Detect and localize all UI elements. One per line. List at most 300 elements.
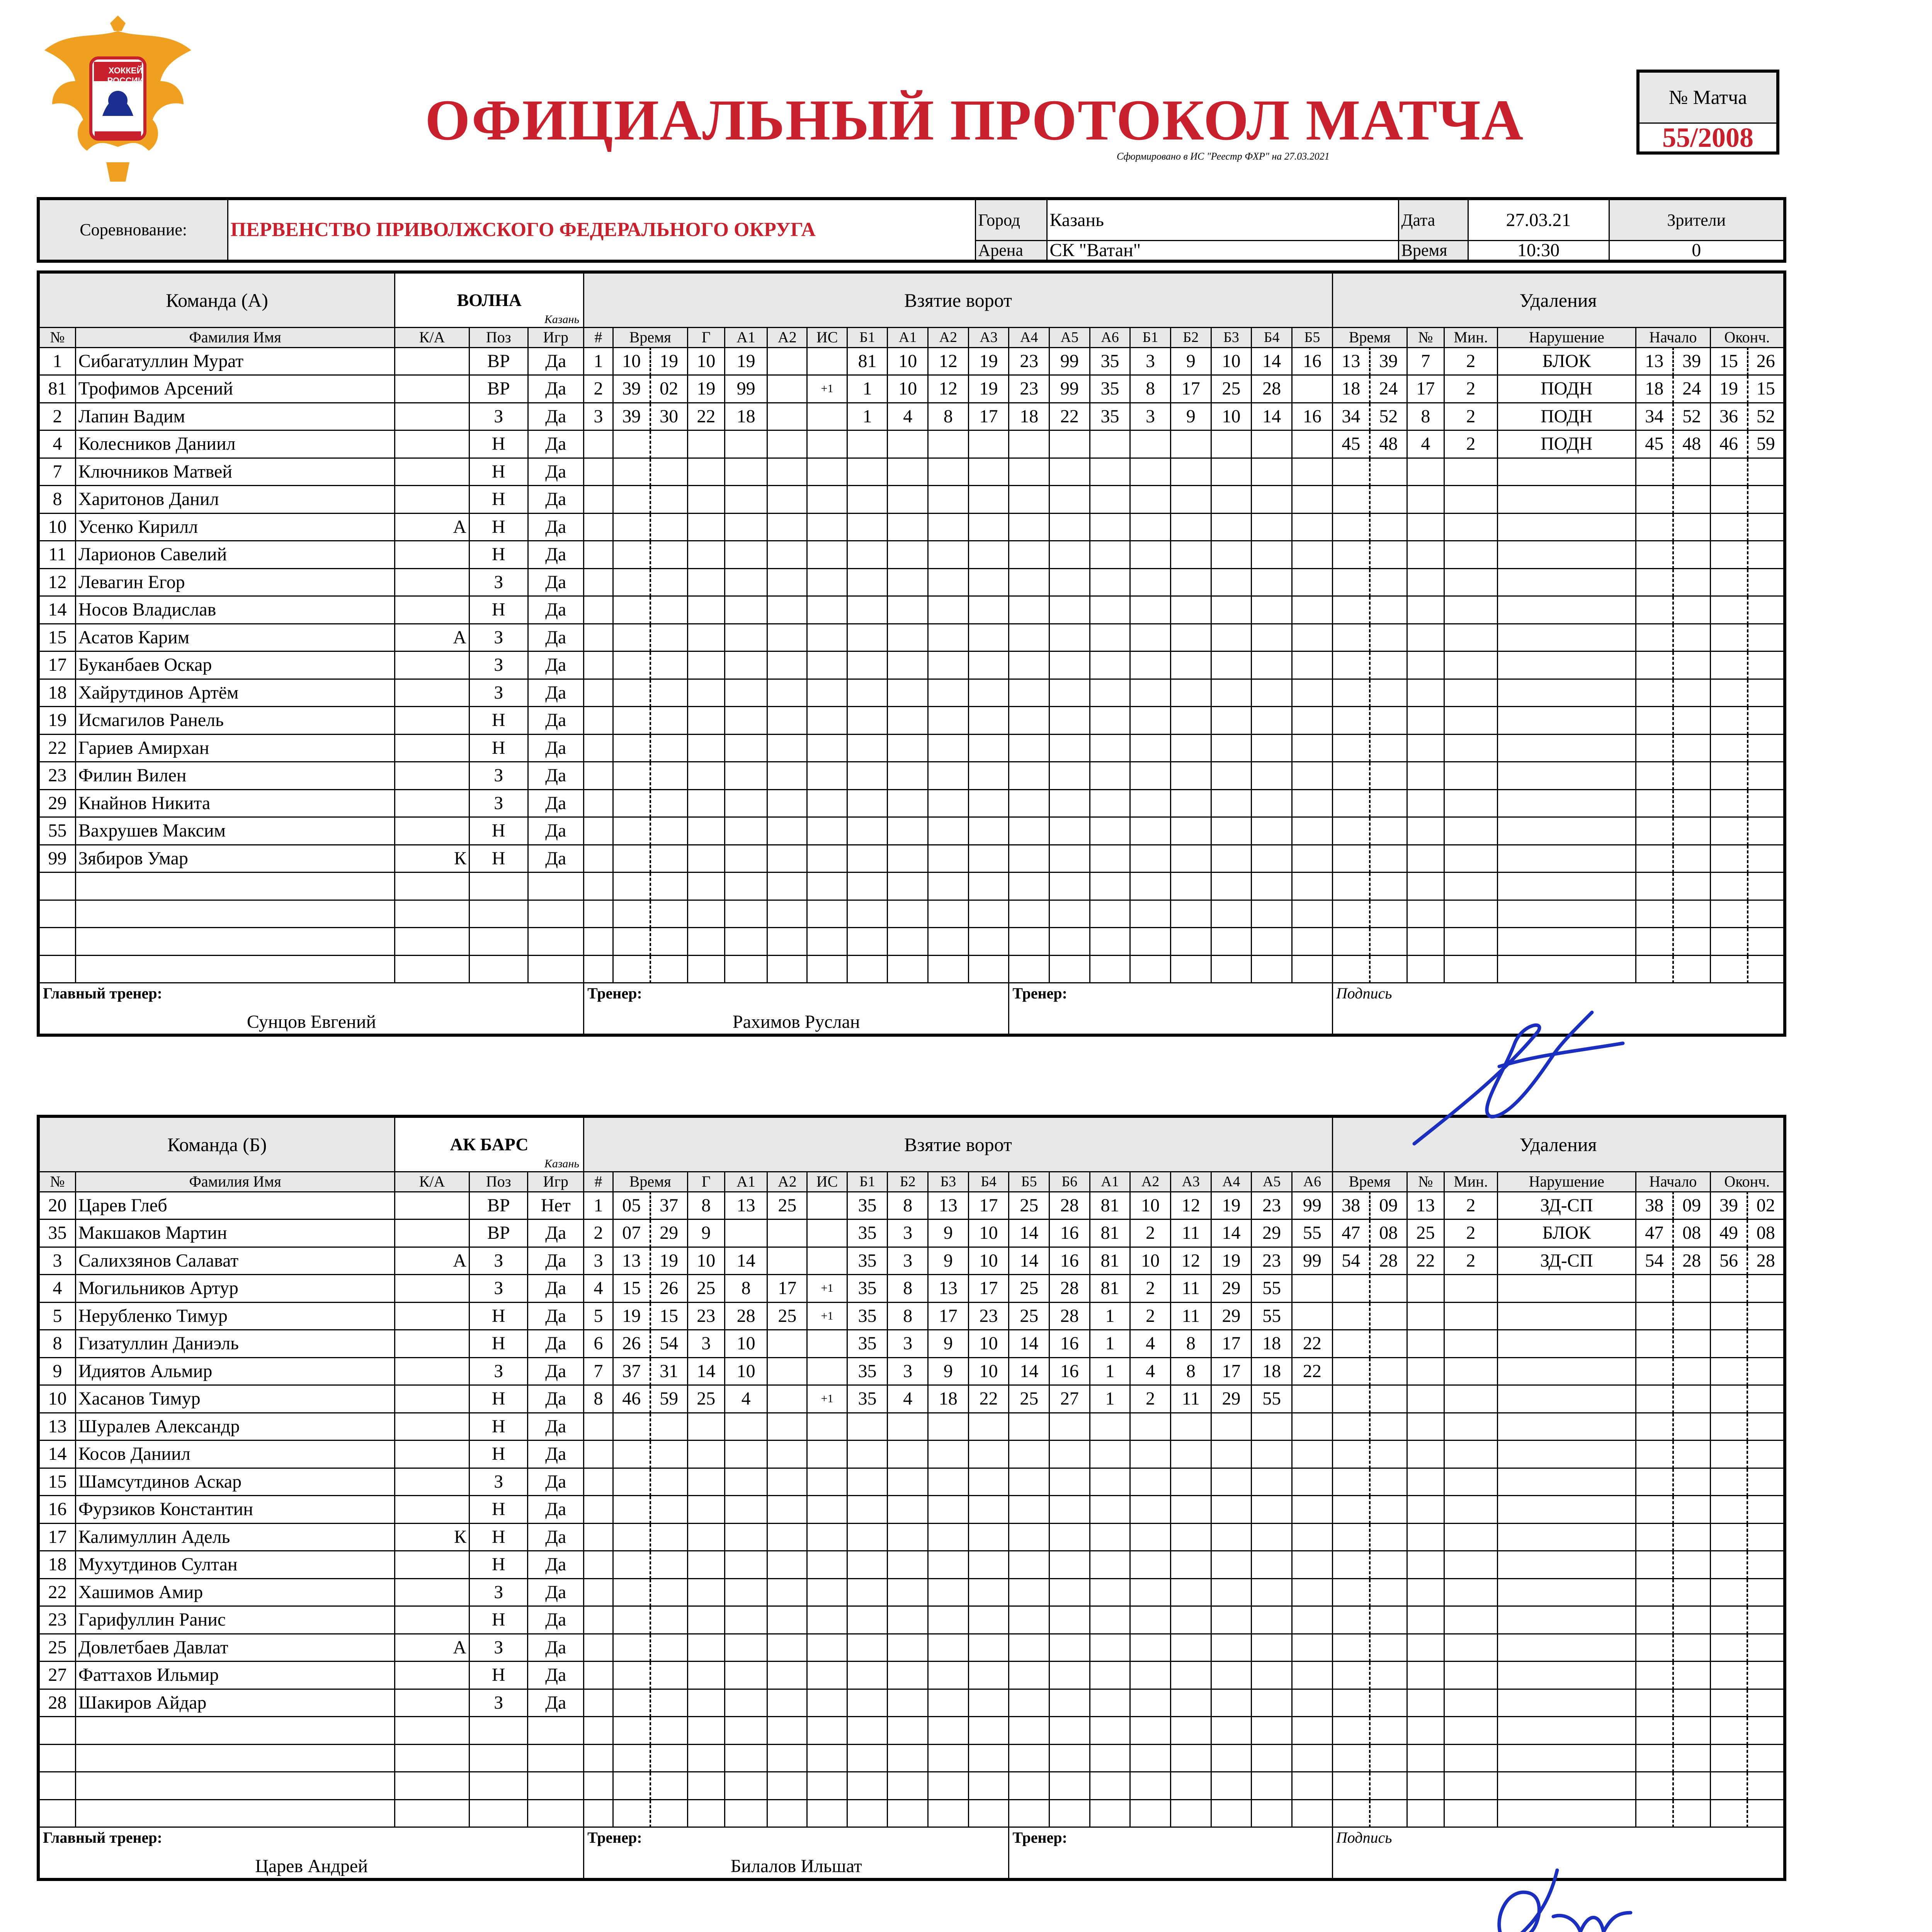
teamB-goal-onice: 13 <box>928 1192 969 1219</box>
teamB-goal-onice: 23 <box>1252 1192 1292 1219</box>
teamB-penalty-es: 08 <box>1747 1219 1784 1247</box>
teamA-goal-onice: 10 <box>1211 403 1252 430</box>
teamB-player-ka <box>395 1413 469 1440</box>
teamB-goal-onice: 4 <box>888 1385 928 1413</box>
teamA-penalty-s: 48 <box>1370 430 1407 458</box>
teamB-player-played: Да <box>528 1330 584 1358</box>
teamB-goal-is <box>807 1219 847 1247</box>
logo-text: ХОККЕЙ РОССИИ <box>107 66 144 85</box>
teamB-penalty-em: 49 <box>1710 1219 1747 1247</box>
teamA-goal-onice: 3 <box>1130 403 1171 430</box>
teamA-player-pos: Н <box>469 458 528 486</box>
teamB-goal-n: 7 <box>584 1357 613 1385</box>
teamB-penalty-m: 54 <box>1332 1247 1369 1275</box>
teamB-col-onice-0: Б1 <box>847 1172 888 1192</box>
teamB-goal-onice: 18 <box>1252 1330 1292 1358</box>
teamB-col-player-1: Фамилия Имя <box>75 1172 395 1192</box>
teamA-protocol-table <box>37 270 1786 1037</box>
teamB-goal-onice: 25 <box>1009 1192 1049 1219</box>
teamA-player-no: 10 <box>38 513 75 541</box>
teamB-row <box>38 1606 1785 1634</box>
teamB-col-onice-2: Б3 <box>928 1172 969 1192</box>
teamB-goal-onice: 3 <box>888 1330 928 1358</box>
teamB-goal-m: 07 <box>613 1219 650 1247</box>
teamA-goal-n: 1 <box>584 347 613 375</box>
teamB-goal-onice: 81 <box>1090 1219 1130 1247</box>
team-a-section <box>37 270 1783 1109</box>
teamA-penalties-title: Удаления <box>1332 272 1785 327</box>
teamB-head-coach: Царев Андрей <box>255 1855 368 1876</box>
teamB-player-ka <box>395 1689 469 1717</box>
teamB-goal-onice: 8 <box>888 1302 928 1330</box>
teamA-player-name: Усенко Кирилл <box>75 513 395 541</box>
teamB-goal-onice: 8 <box>888 1192 928 1219</box>
teamB-col-goal-5: ИС <box>807 1172 847 1192</box>
teamA-penalty-es: 26 <box>1748 347 1785 375</box>
teamB-goal-onice: 14 <box>1009 1330 1049 1358</box>
teamB-player-ka: А <box>395 1634 469 1662</box>
teamA-player-played: Да <box>528 762 584 790</box>
teamB-player-pos: З <box>469 1468 528 1496</box>
teamB-player-no: 16 <box>38 1496 75 1524</box>
teamA-name: ВОЛНА <box>457 290 522 310</box>
teamA-player-ka <box>395 486 469 514</box>
teamB-goal-onice: 1 <box>1090 1330 1130 1358</box>
teamA-player-no: 19 <box>38 707 75 735</box>
teamA-row <box>38 596 1785 624</box>
teamA-player-no: 4 <box>38 430 75 458</box>
teamA-player-no: 15 <box>38 624 75 651</box>
teamB-goal-onice: 81 <box>1090 1275 1130 1303</box>
teamB-goal-onice: 11 <box>1170 1385 1211 1413</box>
teamA-goal-onice: 99 <box>1049 375 1090 403</box>
teamB-goal-onice: 13 <box>928 1275 969 1303</box>
teamB-goal-a2 <box>767 1247 807 1275</box>
teamB-player-played: Да <box>528 1385 584 1413</box>
teamB-player-no: 15 <box>38 1468 75 1496</box>
teamB-player-ka <box>395 1330 469 1358</box>
teamA-col-onice-8: Б2 <box>1171 327 1211 347</box>
teamA-player-no: 29 <box>38 789 75 817</box>
teamB-player-name: Хасанов Тимур <box>75 1385 395 1413</box>
teamB-penalty-es: 28 <box>1747 1247 1784 1275</box>
teamB-penalty-s: 08 <box>1370 1219 1407 1247</box>
teamB-goal-onice: 8 <box>1170 1330 1211 1358</box>
teamB-penalty-em: 56 <box>1710 1247 1747 1275</box>
teamA-player-pos: З <box>469 624 528 651</box>
teamB-goal-s: 59 <box>650 1385 687 1413</box>
teamA-goal-onice: 23 <box>1009 375 1049 403</box>
teamB-goal-s: 26 <box>650 1275 687 1303</box>
teamB-player-played: Да <box>528 1440 584 1468</box>
teamB-player-name: Косов Даниил <box>75 1440 395 1468</box>
teamA-goal-onice: 14 <box>1252 403 1292 430</box>
teamB-goal-is <box>807 1357 847 1385</box>
teamA-player-played: Да <box>528 707 584 735</box>
teamB-label: Команда (Б) <box>38 1116 395 1172</box>
teamB-goal-onice: 14 <box>1009 1357 1049 1385</box>
teamA-penalty-s: 52 <box>1370 403 1407 430</box>
teamB-goal-onice: 29 <box>1211 1385 1252 1413</box>
teamB-goal-onice: 2 <box>1130 1302 1171 1330</box>
teamB-player-name: Нерубленко Тимур <box>75 1302 395 1330</box>
teamA-player-pos: Н <box>469 596 528 624</box>
teamA-goal-onice: 25 <box>1211 375 1252 403</box>
teamA-row <box>38 486 1785 514</box>
teamB-goal-onice: 55 <box>1252 1302 1292 1330</box>
teamB-player-no: 22 <box>38 1578 75 1606</box>
teamB-goal-onice: 9 <box>928 1330 969 1358</box>
teamA-player-ka <box>395 707 469 735</box>
teamB-row <box>38 1302 1785 1330</box>
teamB-goal-onice: 8 <box>888 1275 928 1303</box>
teamB-player-played: Да <box>528 1247 584 1275</box>
teamB-goal-onice: 29 <box>1211 1302 1252 1330</box>
teamB-player-played: Нет <box>528 1192 584 1219</box>
teamB-player-no: 23 <box>38 1606 75 1634</box>
teamA-player-no: 11 <box>38 541 75 569</box>
city-label: Город <box>975 199 1047 241</box>
teamB-goal-onice: 22 <box>968 1385 1009 1413</box>
teamB-row <box>38 1192 1785 1219</box>
teamB-col-player-3: Поз <box>469 1172 528 1192</box>
teamA-penalty-reason: ПОДН <box>1497 430 1636 458</box>
teamB-col-goal-2: Г <box>687 1172 724 1192</box>
teamA-goal-onice: 4 <box>888 403 928 430</box>
teamA-penalty-reason: ПОДН <box>1497 403 1636 430</box>
teamB-col-pen-time: Время <box>1332 1172 1407 1192</box>
teamA-goal-a2 <box>767 375 807 403</box>
teamB-goal-onice: 28 <box>1049 1192 1090 1219</box>
teamA-player-name: Кнайнов Никита <box>75 789 395 817</box>
teamB-player-ka <box>395 1496 469 1524</box>
teamA-goal-onice: 16 <box>1292 403 1332 430</box>
spectators-value: 0 <box>1609 241 1785 262</box>
teamB-goal-s: 54 <box>650 1330 687 1358</box>
teamA-goal-a2 <box>767 347 807 375</box>
teamB-goal-onice: 14 <box>1211 1219 1252 1247</box>
teamB-col-goal-3: А1 <box>725 1172 767 1192</box>
teamB-goal-g: 9 <box>687 1219 724 1247</box>
teamA-goal-m: 39 <box>613 375 650 403</box>
teamB-goal-onice: 14 <box>1009 1219 1049 1247</box>
teamA-col-pen-reason: Нарушение <box>1497 327 1636 347</box>
date-label: Дата <box>1398 199 1468 241</box>
teamB-player-no: 20 <box>38 1192 75 1219</box>
teamB-player-pos: Н <box>469 1385 528 1413</box>
teamA-row <box>38 541 1785 569</box>
teamB-player-pos: Н <box>469 1606 528 1634</box>
teamB-col-pen-start: Начало <box>1636 1172 1710 1192</box>
teamA-player-pos: Н <box>469 486 528 514</box>
teamB-goal-onice: 35 <box>847 1192 888 1219</box>
teamB-player-ka <box>395 1551 469 1579</box>
teamA-player-pos: З <box>469 568 528 596</box>
date-value: 27.03.21 <box>1468 199 1609 241</box>
teamA-row <box>38 651 1785 679</box>
match-number: 55/2008 <box>1638 123 1778 153</box>
teamB-goal-onice: 23 <box>968 1302 1009 1330</box>
teamB-player-pos: З <box>469 1634 528 1662</box>
teamA-penalty-min: 2 <box>1444 403 1498 430</box>
teamB-goal-onice: 4 <box>1130 1330 1171 1358</box>
time-value: 10:30 <box>1468 241 1609 262</box>
teamB-goal-onice: 35 <box>847 1385 888 1413</box>
teamB-goal-is <box>807 1192 847 1219</box>
teamA-player-pos: З <box>469 789 528 817</box>
teamA-penalty-es: 59 <box>1748 430 1785 458</box>
teamB-goal-onice: 11 <box>1170 1302 1211 1330</box>
teamA-player-pos: Н <box>469 707 528 735</box>
teamA-goal-onice: 81 <box>847 347 888 375</box>
teamA-penalty-m: 45 <box>1332 430 1369 458</box>
teamB-penalty-s: 09 <box>1370 1192 1407 1219</box>
teamA-penalty-em: 36 <box>1710 403 1747 430</box>
teamB-goal-m: 13 <box>613 1247 650 1275</box>
teamA-player-played: Да <box>528 541 584 569</box>
teamA-goals-title: Взятие ворот <box>584 272 1333 327</box>
teamA-row <box>38 817 1785 845</box>
teamB-city: Казань <box>544 1157 580 1170</box>
teamB-col-pen-no: № <box>1407 1172 1444 1192</box>
teamB-goal-n: 3 <box>584 1247 613 1275</box>
teamB-col-goal-n: # <box>584 1172 613 1192</box>
teamA-penalty-sm: 34 <box>1636 403 1673 430</box>
teamB-player-played: Да <box>528 1468 584 1496</box>
teamA-row <box>38 568 1785 596</box>
teamB-penalty-ss: 09 <box>1673 1192 1710 1219</box>
teamA-row <box>38 845 1785 872</box>
teamA-goal-onice: 10 <box>1211 347 1252 375</box>
teamA-row <box>38 458 1785 486</box>
teamB-penalty-no: 13 <box>1407 1192 1444 1219</box>
teamB-goal-is: +1 <box>807 1275 847 1303</box>
teamB-goal-onice: 17 <box>1211 1330 1252 1358</box>
match-number-label: № Матча <box>1638 71 1778 123</box>
teamA-goal-onice: 9 <box>1171 403 1211 430</box>
teamB-goal-onice: 12 <box>1170 1247 1211 1275</box>
teamB-goal-onice: 81 <box>1090 1192 1130 1219</box>
teamB-goal-n: 1 <box>584 1192 613 1219</box>
teamA-player-no: 18 <box>38 679 75 707</box>
teamA-player-name: Левагин Егор <box>75 568 395 596</box>
teamB-goal-onice: 35 <box>847 1357 888 1385</box>
teamA-player-pos: Н <box>469 541 528 569</box>
teamA-player-name: Трофимов Арсений <box>75 375 395 403</box>
teamB-col-onice-5: Б6 <box>1049 1172 1090 1192</box>
teamA-player-played: Да <box>528 734 584 762</box>
teamB-goal-g: 23 <box>687 1302 724 1330</box>
teamB-player-name: Шакиров Айдар <box>75 1689 395 1717</box>
teamB-row <box>38 1247 1785 1275</box>
teamA-player-pos: Н <box>469 845 528 872</box>
teamB-goal-m: 26 <box>613 1330 650 1358</box>
teamB-goal-onice: 16 <box>1049 1357 1090 1385</box>
teamB-player-ka <box>395 1662 469 1689</box>
teamB-col-player-2: К/А <box>395 1172 469 1192</box>
teamA-penalty-no: 8 <box>1407 403 1444 430</box>
teamB-goal-a2 <box>767 1385 807 1413</box>
teamB-player-name: Фурзиков Константин <box>75 1496 395 1524</box>
teamB-player-pos: Н <box>469 1523 528 1551</box>
teamA-player-ka <box>395 430 469 458</box>
teamA-penalty-ss: 48 <box>1673 430 1710 458</box>
teamA-player-played: Да <box>528 486 584 514</box>
teamA-goal-s: 30 <box>650 403 687 430</box>
teamA-goal-a1: 99 <box>725 375 767 403</box>
teamA-goal-n: 2 <box>584 375 613 403</box>
teamA-goal-onice: 23 <box>1009 347 1049 375</box>
teamB-goal-onice: 23 <box>1252 1247 1292 1275</box>
teamA-goal-onice: 9 <box>1171 347 1211 375</box>
teamB-goal-onice: 29 <box>1211 1275 1252 1303</box>
teamA-goal-onice: 1 <box>847 403 888 430</box>
teamA-row <box>38 872 1785 900</box>
teamA-goal-g: 19 <box>687 375 724 403</box>
teamB-player-ka <box>395 1192 469 1219</box>
teamB-goal-a2: 25 <box>767 1192 807 1219</box>
teamA-goal-onice: 14 <box>1252 347 1292 375</box>
teamA-col-player-3: Поз <box>469 327 528 347</box>
teamB-col-player-4: Игр <box>528 1172 584 1192</box>
teamB-row <box>38 1275 1785 1303</box>
teamB-player-pos: З <box>469 1247 528 1275</box>
teamB-head-coach-label: Главный тренер: <box>43 1829 162 1846</box>
teamB-goal-a2 <box>767 1219 807 1247</box>
teamA-goal-g: 22 <box>687 403 724 430</box>
teamA-player-no: 22 <box>38 734 75 762</box>
teamA-player-played: Да <box>528 375 584 403</box>
teamB-goal-onice: 10 <box>968 1247 1009 1275</box>
teamB-penalty-min: 2 <box>1444 1247 1498 1275</box>
teamA-penalty-s: 39 <box>1370 347 1407 375</box>
teamA-col-pen-min: Мин. <box>1444 327 1498 347</box>
teamA-col-goal-4: А2 <box>767 327 807 347</box>
teamA-goal-onice: 8 <box>1130 375 1171 403</box>
teamA-player-name: Лапин Вадим <box>75 403 395 430</box>
teamB-player-name: Шамсутдинов Аскар <box>75 1468 395 1496</box>
teamA-player-played: Да <box>528 513 584 541</box>
teamA-penalty-m: 34 <box>1332 403 1369 430</box>
teamA-row <box>38 762 1785 790</box>
teamA-player-played: Да <box>528 347 584 375</box>
teamA-col-onice-10: Б4 <box>1252 327 1292 347</box>
teamB-player-no: 28 <box>38 1689 75 1717</box>
teamA-player-ka <box>395 541 469 569</box>
teamA-player-no: 7 <box>38 458 75 486</box>
teamB-player-no: 18 <box>38 1551 75 1579</box>
teamA-player-played: Да <box>528 624 584 651</box>
teamB-goal-onice: 25 <box>1009 1385 1049 1413</box>
teamB-goal-onice: 35 <box>847 1275 888 1303</box>
teamB-goal-onice: 8 <box>1170 1357 1211 1385</box>
teamA-player-no: 17 <box>38 651 75 679</box>
time-label: Время <box>1398 241 1468 262</box>
teamB-player-ka: К <box>395 1523 469 1551</box>
teamB-goal-onice: 55 <box>1292 1219 1332 1247</box>
teamB-col-goal-4: А2 <box>767 1172 807 1192</box>
teamA-player-ka <box>395 651 469 679</box>
teamB-player-no: 35 <box>38 1219 75 1247</box>
teamB-protocol-table <box>37 1115 1786 1881</box>
teamA-penalty-sm: 13 <box>1636 347 1673 375</box>
teamA-player-name: Колесников Даниил <box>75 430 395 458</box>
teamB-goal-onice: 10 <box>968 1219 1009 1247</box>
teamB-goal-onice: 28 <box>1049 1275 1090 1303</box>
teamB-signature-label: Подпись <box>1336 1829 1392 1846</box>
teamB-player-played: Да <box>528 1634 584 1662</box>
teamA-goal-a2 <box>767 403 807 430</box>
teamA-player-played: Да <box>528 430 584 458</box>
teamA-player-name: Сибагатуллин Мурат <box>75 347 395 375</box>
teamB-goal-is <box>807 1247 847 1275</box>
teamB-player-ka: А <box>395 1247 469 1275</box>
teamA-goal-onice: 1 <box>847 375 888 403</box>
teamB-player-played: Да <box>528 1606 584 1634</box>
teamB-goal-a1: 28 <box>725 1302 767 1330</box>
teamA-goal-onice: 3 <box>1130 347 1171 375</box>
page-title: ОФИЦИАЛЬНЫЙ ПРОТОКОЛ МАТЧА <box>425 88 1524 152</box>
teamB-goal-g: 14 <box>687 1357 724 1385</box>
teamA-row <box>38 513 1785 541</box>
teamA-player-no: 1 <box>38 347 75 375</box>
teamB-player-ka <box>395 1357 469 1385</box>
teamA-row <box>38 347 1785 375</box>
teamB-player-pos: З <box>469 1689 528 1717</box>
teamB-player-name: Хашимов Амир <box>75 1578 395 1606</box>
teamA-goal-is <box>807 347 847 375</box>
teamB-player-pos: Н <box>469 1496 528 1524</box>
teamB-row <box>38 1468 1785 1496</box>
generated-note: Сформировано в ИС "Реестр ФХР" на 27.03.2021 <box>1117 151 1330 162</box>
teamA-player-ka <box>395 734 469 762</box>
teamA-goal-onice: 19 <box>968 347 1009 375</box>
spectators-label: Зрители <box>1609 199 1785 241</box>
teamA-player-played: Да <box>528 458 584 486</box>
teamB-goal-onice: 25 <box>1009 1302 1049 1330</box>
teamB-player-played: Да <box>528 1578 584 1606</box>
teamB-player-name: Калимуллин Адель <box>75 1523 395 1551</box>
teamA-col-onice-1: А1 <box>888 327 928 347</box>
teamA-penalty-em: 15 <box>1710 347 1747 375</box>
teamA-col-onice-11: Б5 <box>1292 327 1332 347</box>
arena-value: СК "Ватан" <box>1047 241 1398 262</box>
teamA-col-goal-n: # <box>584 327 613 347</box>
teamA-goal-onice: 18 <box>1009 403 1049 430</box>
teamB-goal-onice: 2 <box>1130 1275 1171 1303</box>
teamA-coach-label-2: Тренер: <box>1012 985 1067 1002</box>
teamA-col-pen-no: № <box>1407 327 1444 347</box>
teamB-goal-onice: 1 <box>1090 1385 1130 1413</box>
teamB-coach-label-2: Тренер: <box>1012 1829 1067 1846</box>
teamB-player-played: Да <box>528 1357 584 1385</box>
teamA-col-pen-start: Начало <box>1636 327 1710 347</box>
teamB-goal-onice: 19 <box>1211 1247 1252 1275</box>
teamB-player-name: Царев Глеб <box>75 1192 395 1219</box>
teamB-goal-s: 31 <box>650 1357 687 1385</box>
teamA-row <box>38 955 1785 983</box>
teamB-goal-m: 15 <box>613 1275 650 1303</box>
teamB-player-ka <box>395 1468 469 1496</box>
teamB-col-onice-9: А4 <box>1211 1172 1252 1192</box>
teamA-goal-a1: 18 <box>725 403 767 430</box>
teamB-goal-onice: 35 <box>847 1330 888 1358</box>
teamB-player-played: Да <box>528 1523 584 1551</box>
teamB-goal-onice: 17 <box>928 1302 969 1330</box>
teamA-player-name: Асатов Карим <box>75 624 395 651</box>
teamA-penalty-min: 2 <box>1444 430 1498 458</box>
teamA-goal-onice: 35 <box>1090 347 1130 375</box>
